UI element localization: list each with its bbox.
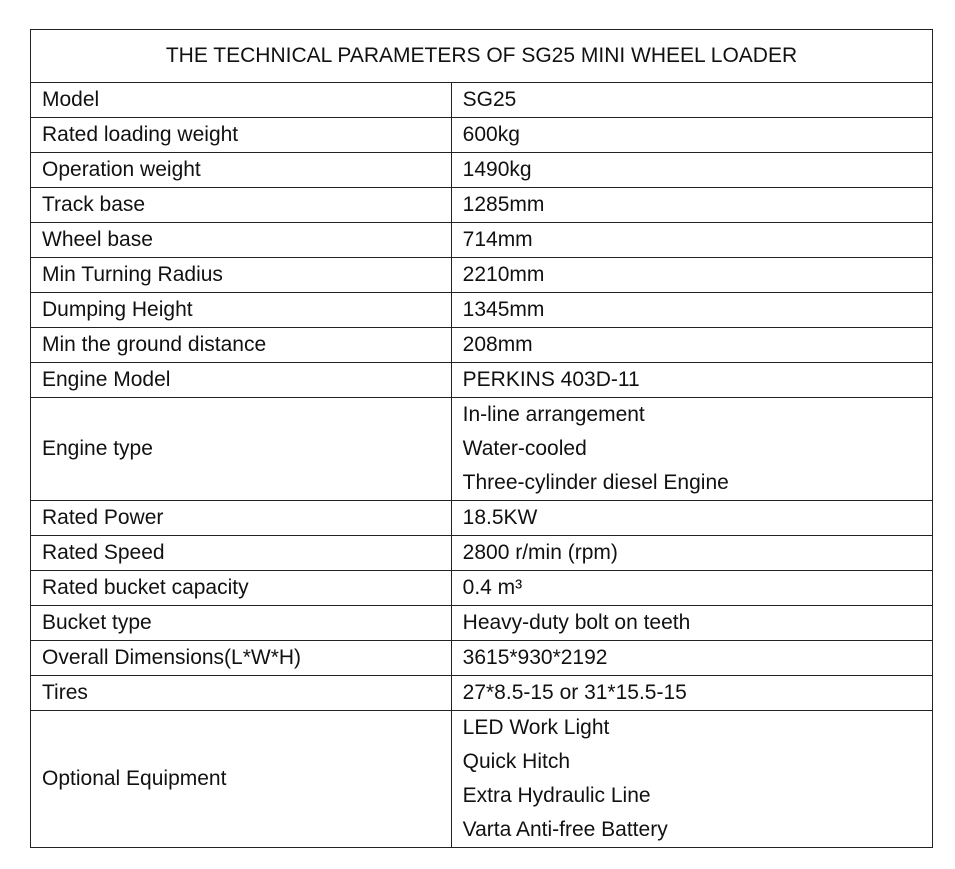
title-row [31,30,933,83]
param-value-cell [451,363,932,398]
param-name-cell: Bucket type [31,606,452,641]
param-name-cell: Wheel base [31,223,452,258]
param-name-cell: Rated loading weight [31,118,452,153]
param-value: 1285mm [462,193,545,216]
table-row [31,223,933,258]
table-row [31,293,933,328]
param-value-cell [451,711,932,848]
param-value-cell [451,328,932,363]
param-value: Extra Hydraulic Line [462,784,651,807]
param-value: LED Work Light [462,716,610,739]
param-name-cell: Engine type [31,398,452,501]
table-row [31,328,933,363]
param-value-cell [451,188,932,223]
param-name-cell: Dumping Height [31,293,452,328]
param-name-cell: Rated Speed [31,536,452,571]
param-value: 2210mm [462,263,545,286]
param-name-cell: Min Turning Radius [31,258,452,293]
param-value: 1490kg [462,158,532,181]
param-value-cell [451,83,932,118]
param-value: PERKINS 403D-11 [462,368,640,391]
param-value-cell [451,293,932,328]
param-value: 600kg [462,123,520,146]
param-value-cell [451,641,932,676]
param-value: 2800 r/min (rpm) [462,541,618,564]
table-row [31,258,933,293]
table-row [31,188,933,223]
param-value-cell [451,571,932,606]
param-name-cell: Overall Dimensions(L*W*H) [31,641,452,676]
table-row [31,571,933,606]
param-value: In-line arrangement [462,403,645,426]
table-row [31,676,933,711]
param-value-cell [451,223,932,258]
table-row [31,153,933,188]
param-value: Varta Anti-free Battery [462,818,668,841]
param-value: 3615*930*2192 [462,646,608,669]
table-row [31,711,933,848]
param-value: 208mm [462,333,533,356]
param-value: 0.4 m³ [462,576,523,599]
param-value-cell [451,676,932,711]
param-name-cell: Operation weight [31,153,452,188]
table-row [31,536,933,571]
table-row [31,363,933,398]
param-name-cell: Rated bucket capacity [31,571,452,606]
table-row [31,606,933,641]
param-value: 1345mm [462,298,545,321]
param-value: 18.5KW [462,506,538,529]
param-value-cell [451,398,932,501]
spec-table-body [31,30,933,848]
table-row [31,641,933,676]
param-value: Three-cylinder diesel Engine [462,471,729,494]
table-row [31,118,933,153]
param-name-cell: Optional Equipment [31,711,452,848]
param-name-cell: Min the ground distance [31,328,452,363]
param-value-cell [451,118,932,153]
param-value-cell [451,258,932,293]
param-value-cell [451,606,932,641]
param-name-cell: Tires [31,676,452,711]
param-value: Heavy-duty bolt on teeth [462,611,691,634]
param-value-cell [451,501,932,536]
param-value: Quick Hitch [462,750,571,773]
param-value-cell [451,153,932,188]
param-value-cell [451,536,932,571]
param-value: 714mm [462,228,533,251]
param-name-cell: Model [31,83,452,118]
param-name-cell: Track base [31,188,452,223]
param-name-cell: Rated Power [31,501,452,536]
param-value: Water-cooled [462,437,587,460]
spec-table [30,29,933,848]
table-row [31,398,933,501]
param-name-cell: Engine Model [31,363,452,398]
param-value: 27*8.5-15 or 31*15.5-15 [462,681,687,704]
table-row [31,501,933,536]
param-value: SG25 [462,88,517,111]
table-row [31,83,933,118]
table-title: THE TECHNICAL PARAMETERS OF SG25 MINI WHEEL LOADER [31,30,933,83]
